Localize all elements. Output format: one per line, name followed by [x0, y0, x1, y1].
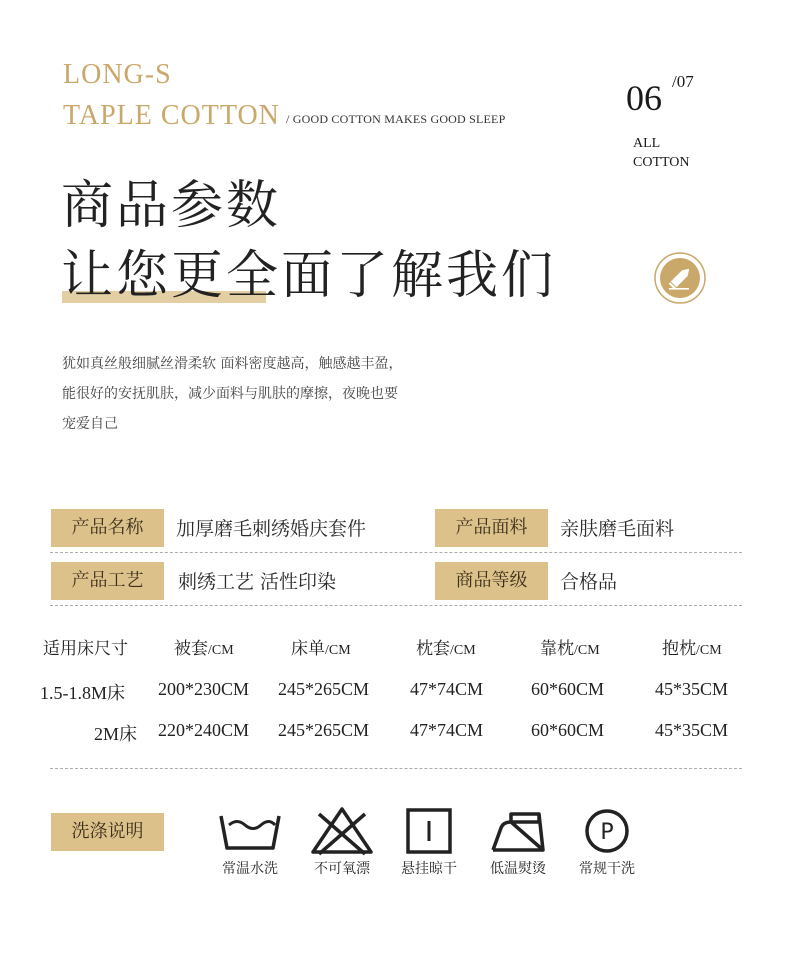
table-header: 被套/CM: [174, 639, 234, 659]
param-value: 亲肤磨毛面料: [560, 518, 675, 540]
param-value: 合格品: [560, 571, 618, 593]
table-cell: 2M床: [94, 724, 138, 744]
description-line-1: 犹如真丝般细腻丝滑柔软 面料密度越高，触感越丰盈，: [62, 356, 403, 372]
wash-label: 常温水洗: [222, 861, 278, 877]
page-number: 06: [626, 78, 662, 118]
wash-basin-icon: [217, 808, 283, 858]
param-label: 产品工艺: [51, 562, 164, 600]
hang-dry-icon: [398, 806, 464, 856]
param-value: 加厚磨毛刺绣婚庆套件: [176, 518, 367, 540]
all-cotton-line2: COTTON: [633, 155, 690, 170]
wash-label: 低温熨烫: [490, 861, 546, 877]
table-cell: 45*35CM: [655, 679, 729, 699]
table-cell: 220*240CM: [158, 720, 250, 740]
low-iron-icon: [489, 806, 555, 856]
title-line-1: 商品参数: [61, 176, 282, 236]
param-label: 产品名称: [51, 509, 164, 547]
brand-line-2: TAPLE COTTON: [63, 100, 280, 131]
all-cotton-line1: ALL: [633, 136, 661, 151]
washing-label: 洗涤说明: [51, 813, 164, 851]
table-header: 抱枕/CM: [662, 639, 722, 659]
description-line-2: 能很好的安抚肌肤，减少面料与肌肤的摩擦，夜晚也要: [62, 386, 398, 402]
page-total: /07: [672, 72, 694, 91]
table-cell: 245*265CM: [278, 679, 370, 699]
pencil-circle-icon: [654, 252, 706, 304]
table-header: 枕套/CM: [416, 639, 476, 659]
table-cell: 47*74CM: [410, 679, 484, 699]
no-bleach-icon: [309, 806, 375, 856]
brand-line-1: LONG-S: [63, 59, 172, 90]
all-cotton-label: [633, 134, 690, 172]
divider: [50, 605, 742, 606]
wash-label: 悬挂晾干: [401, 861, 457, 877]
table-cell: 1.5-1.8M床: [40, 683, 125, 703]
description: [62, 349, 402, 439]
svg-text:P: P: [600, 820, 614, 845]
param-label: 商品等级: [435, 562, 548, 600]
table-cell: 200*230CM: [158, 679, 250, 699]
table-header: 适用床尺寸: [43, 639, 128, 659]
description-line-3: 宠爱自己: [62, 416, 118, 432]
param-label: 产品面料: [435, 509, 548, 547]
wash-label: 常规干洗: [579, 861, 635, 877]
table-header: 靠枕/CM: [540, 639, 600, 659]
wash-label: 不可氧漂: [314, 861, 370, 877]
divider: [50, 768, 742, 769]
table-cell: 60*60CM: [531, 679, 605, 699]
table-cell: 45*35CM: [655, 720, 729, 740]
table-cell: 47*74CM: [410, 720, 484, 740]
dry-clean-icon: [574, 806, 640, 856]
param-value: 刺绣工艺 活性印染: [178, 571, 337, 593]
title-line-2: 让您更全面了解我们: [61, 246, 557, 306]
table-header: 床单/CM: [291, 639, 351, 659]
table-cell: 60*60CM: [531, 720, 605, 740]
tagline: / GOOD COTTON MAKES GOOD SLEEP: [286, 112, 506, 126]
table-cell: 245*265CM: [278, 720, 370, 740]
divider: [50, 552, 742, 553]
